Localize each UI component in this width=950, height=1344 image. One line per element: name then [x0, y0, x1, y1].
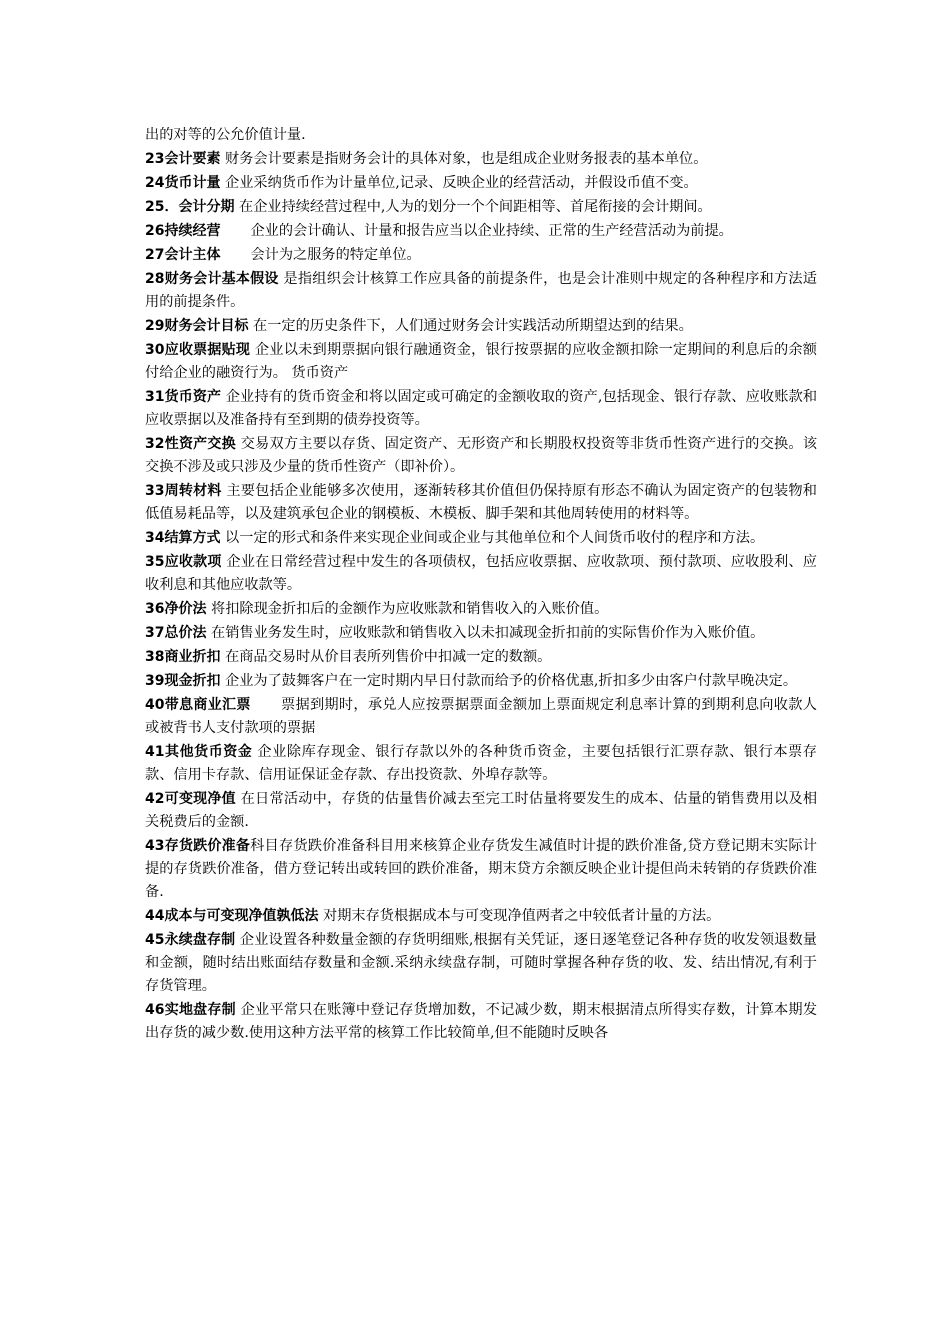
entry-definition: 企业设置各种数量金额的存货明细账,根据有关凭证，逐日逐笔登记各种存货的收发领退数量和金额，随时结出账面结存数量和金额.采纳永续盘存制，可随时掌握各种存货的收、发、结出情况,有利于存货管理。	[145, 932, 817, 994]
glossary-entry	[145, 527, 817, 550]
glossary-entry	[145, 905, 817, 928]
glossary-entry	[145, 598, 817, 621]
entry-term: 36净价法	[145, 601, 207, 617]
glossary-entry	[145, 480, 817, 526]
entry-term: 44成本与可变现净值孰低法	[145, 908, 319, 924]
lead-text: 出的对等的公允价值计量.	[145, 127, 306, 143]
entry-definition: 会计为之服务的特定单位。	[250, 247, 421, 263]
entry-term: 23会计要素	[145, 151, 221, 167]
entry-term: 25．会计分期	[145, 199, 235, 215]
entry-term: 26持续经营	[145, 223, 221, 239]
entry-definition: 对期末存货根据成本与可变现净值两者之中较低者计量的方法。	[323, 908, 721, 924]
entry-term: 34结算方式	[145, 530, 221, 546]
entry-term: 40带息商业汇票	[145, 697, 251, 713]
glossary-entry	[145, 220, 817, 243]
glossary-entry	[145, 741, 817, 787]
entry-definition: 将扣除现金折扣后的金额作为应收账款和销售收入的入账价值。	[211, 601, 609, 617]
entry-term: 39现金折扣	[145, 673, 221, 689]
entry-term: 24货币计量	[145, 175, 221, 191]
entry-definition: 以一定的形式和条件来实现企业间或企业与其他单位和个人间货币收付的程序和方法。	[225, 530, 765, 546]
entry-definition: 企业平常只在账簿中登记存货增加数，不记减少数，期末根据清点所得实存数，计算本期发出存货的减少数.使用这种方法平常的核算工作比较简单,但不能随时反映各	[145, 1002, 818, 1041]
entry-term: 32性资产交换	[145, 436, 236, 452]
glossary-entry	[145, 268, 817, 314]
lead-paragraph	[145, 124, 817, 147]
entry-definition: 科目存货跌价准备科目用来核算企业存货发生减值时计提的跌价准备,贷方登记期末实际计提的存货跌价准备，借方登记转出或转回的跌价准备，期末贷方余额反映企业计提但尚未转销的存货跌价准备.	[145, 838, 817, 900]
entry-term: 42可变现净值	[145, 791, 236, 807]
entry-definition: 交易双方主要以存货、固定资产、无形资产和长期股权投资等非货币性资产进行的交换。该交换不涉及或只涉及少量的货币性资产（即补价）。	[145, 436, 818, 475]
entry-definition: 在企业持续经营过程中,人为的划分一个个间距相等、首尾衔接的会计期间。	[239, 199, 712, 215]
glossary-entry	[145, 315, 817, 338]
entry-term: 35应收款项	[145, 554, 222, 570]
entry-term: 45永续盘存制	[145, 932, 236, 948]
glossary-entry	[145, 835, 817, 904]
entry-definition: 企业持有的货币资金和将以固定或可确定的金额收取的资产,包括现金、银行存款、应收账款和应收票据以及准备持有至到期的债券投资等。	[145, 389, 818, 428]
entry-definition: 企业以未到期票据向银行融通资金，银行按票据的应收金额扣除一定期间的利息后的余额付给企业的融资行为。 货币资产	[145, 342, 817, 381]
entry-term: 43存货跌价准备	[145, 838, 251, 854]
glossary-entry	[145, 386, 817, 432]
glossary-entry	[145, 999, 817, 1045]
glossary-entry	[145, 196, 817, 219]
entry-definition: 在一定的历史条件下，人们通过财务会计实践活动所期望达到的结果。	[253, 318, 693, 334]
entry-definition: 企业的会计确认、计量和报告应当以企业持续、正常的生产经营活动为前提。	[250, 223, 733, 239]
entry-definition: 财务会计要素是指财务会计的具体对象，也是组成企业财务报表的基本单位。	[225, 151, 708, 167]
entry-term: 41其他货币资金	[145, 744, 253, 760]
entry-term: 33周转材料	[145, 483, 222, 499]
entry-term: 38商业折扣	[145, 649, 221, 665]
entry-definition: 在日常活动中，存货的估量售价减去至完工时估量将要发生的成本、估量的销售费用以及相关税费后的金额.	[145, 791, 818, 830]
glossary-entry	[145, 148, 817, 171]
glossary-entry	[145, 172, 817, 195]
glossary-entry	[145, 551, 817, 597]
entry-term: 31货币资产	[145, 389, 222, 405]
entry-definition: 在商品交易时从价目表所列售价中扣减一定的数额。	[225, 649, 552, 665]
glossary-entry	[145, 670, 817, 693]
entry-term: 28财务会计基本假设	[145, 271, 279, 287]
glossary-entry	[145, 694, 817, 740]
entry-term: 27会计主体	[145, 247, 221, 263]
glossary-entry	[145, 339, 817, 385]
entry-definition: 票据到期时，承兑人应按票据票面金额加上票面规定利息率计算的到期利息向收款人或被背书人支付款项的票据	[145, 697, 817, 736]
entry-definition: 主要包括企业能够多次使用，逐渐转移其价值但仍保持原有形态不确认为固定资产的包装物和低值易耗品等，以及建筑承包企业的钢模板、木模板、脚手架和其他周转使用的材料等。	[145, 483, 817, 522]
entry-definition: 在销售业务发生时，应收账款和销售收入以未扣减现金折扣前的实际售价作为入账价值。	[211, 625, 765, 641]
glossary-entry	[145, 433, 817, 479]
entry-term: 37总价法	[145, 625, 207, 641]
entry-definition: 企业采纳货币作为计量单位,记录、反映企业的经营活动，并假设币值不变。	[225, 175, 698, 191]
entry-definition: 企业为了鼓舞客户在一定时期内早日付款而给予的价格优惠,折扣多少由客户付款早晚决定。	[225, 673, 798, 689]
glossary-entry	[145, 929, 817, 998]
entry-term: 29财务会计目标	[145, 318, 249, 334]
entry-definition: 企业在日常经营过程中发生的各项债权，包括应收票据、应收款项、预付款项、应收股利、应收利息和其他应收款等。	[145, 554, 817, 593]
entry-definition: 是指组织会计核算工作应具备的前提条件，也是会计准则中规定的各种程序和方法适用的前提条件。	[145, 271, 817, 310]
entry-definition: 企业除库存现金、银行存款以外的各种货币资金，主要包括银行汇票存款、银行本票存款、信用卡存款、信用证保证金存款、存出投资款、外埠存款等。	[145, 744, 817, 783]
glossary-entry	[145, 788, 817, 834]
glossary-entry	[145, 244, 817, 267]
document-page	[145, 124, 817, 1046]
entry-term: 30应收票据贴现	[145, 342, 251, 358]
entry-term: 46实地盘存制	[145, 1002, 236, 1018]
glossary-entry	[145, 622, 817, 645]
glossary-entry	[145, 646, 817, 669]
